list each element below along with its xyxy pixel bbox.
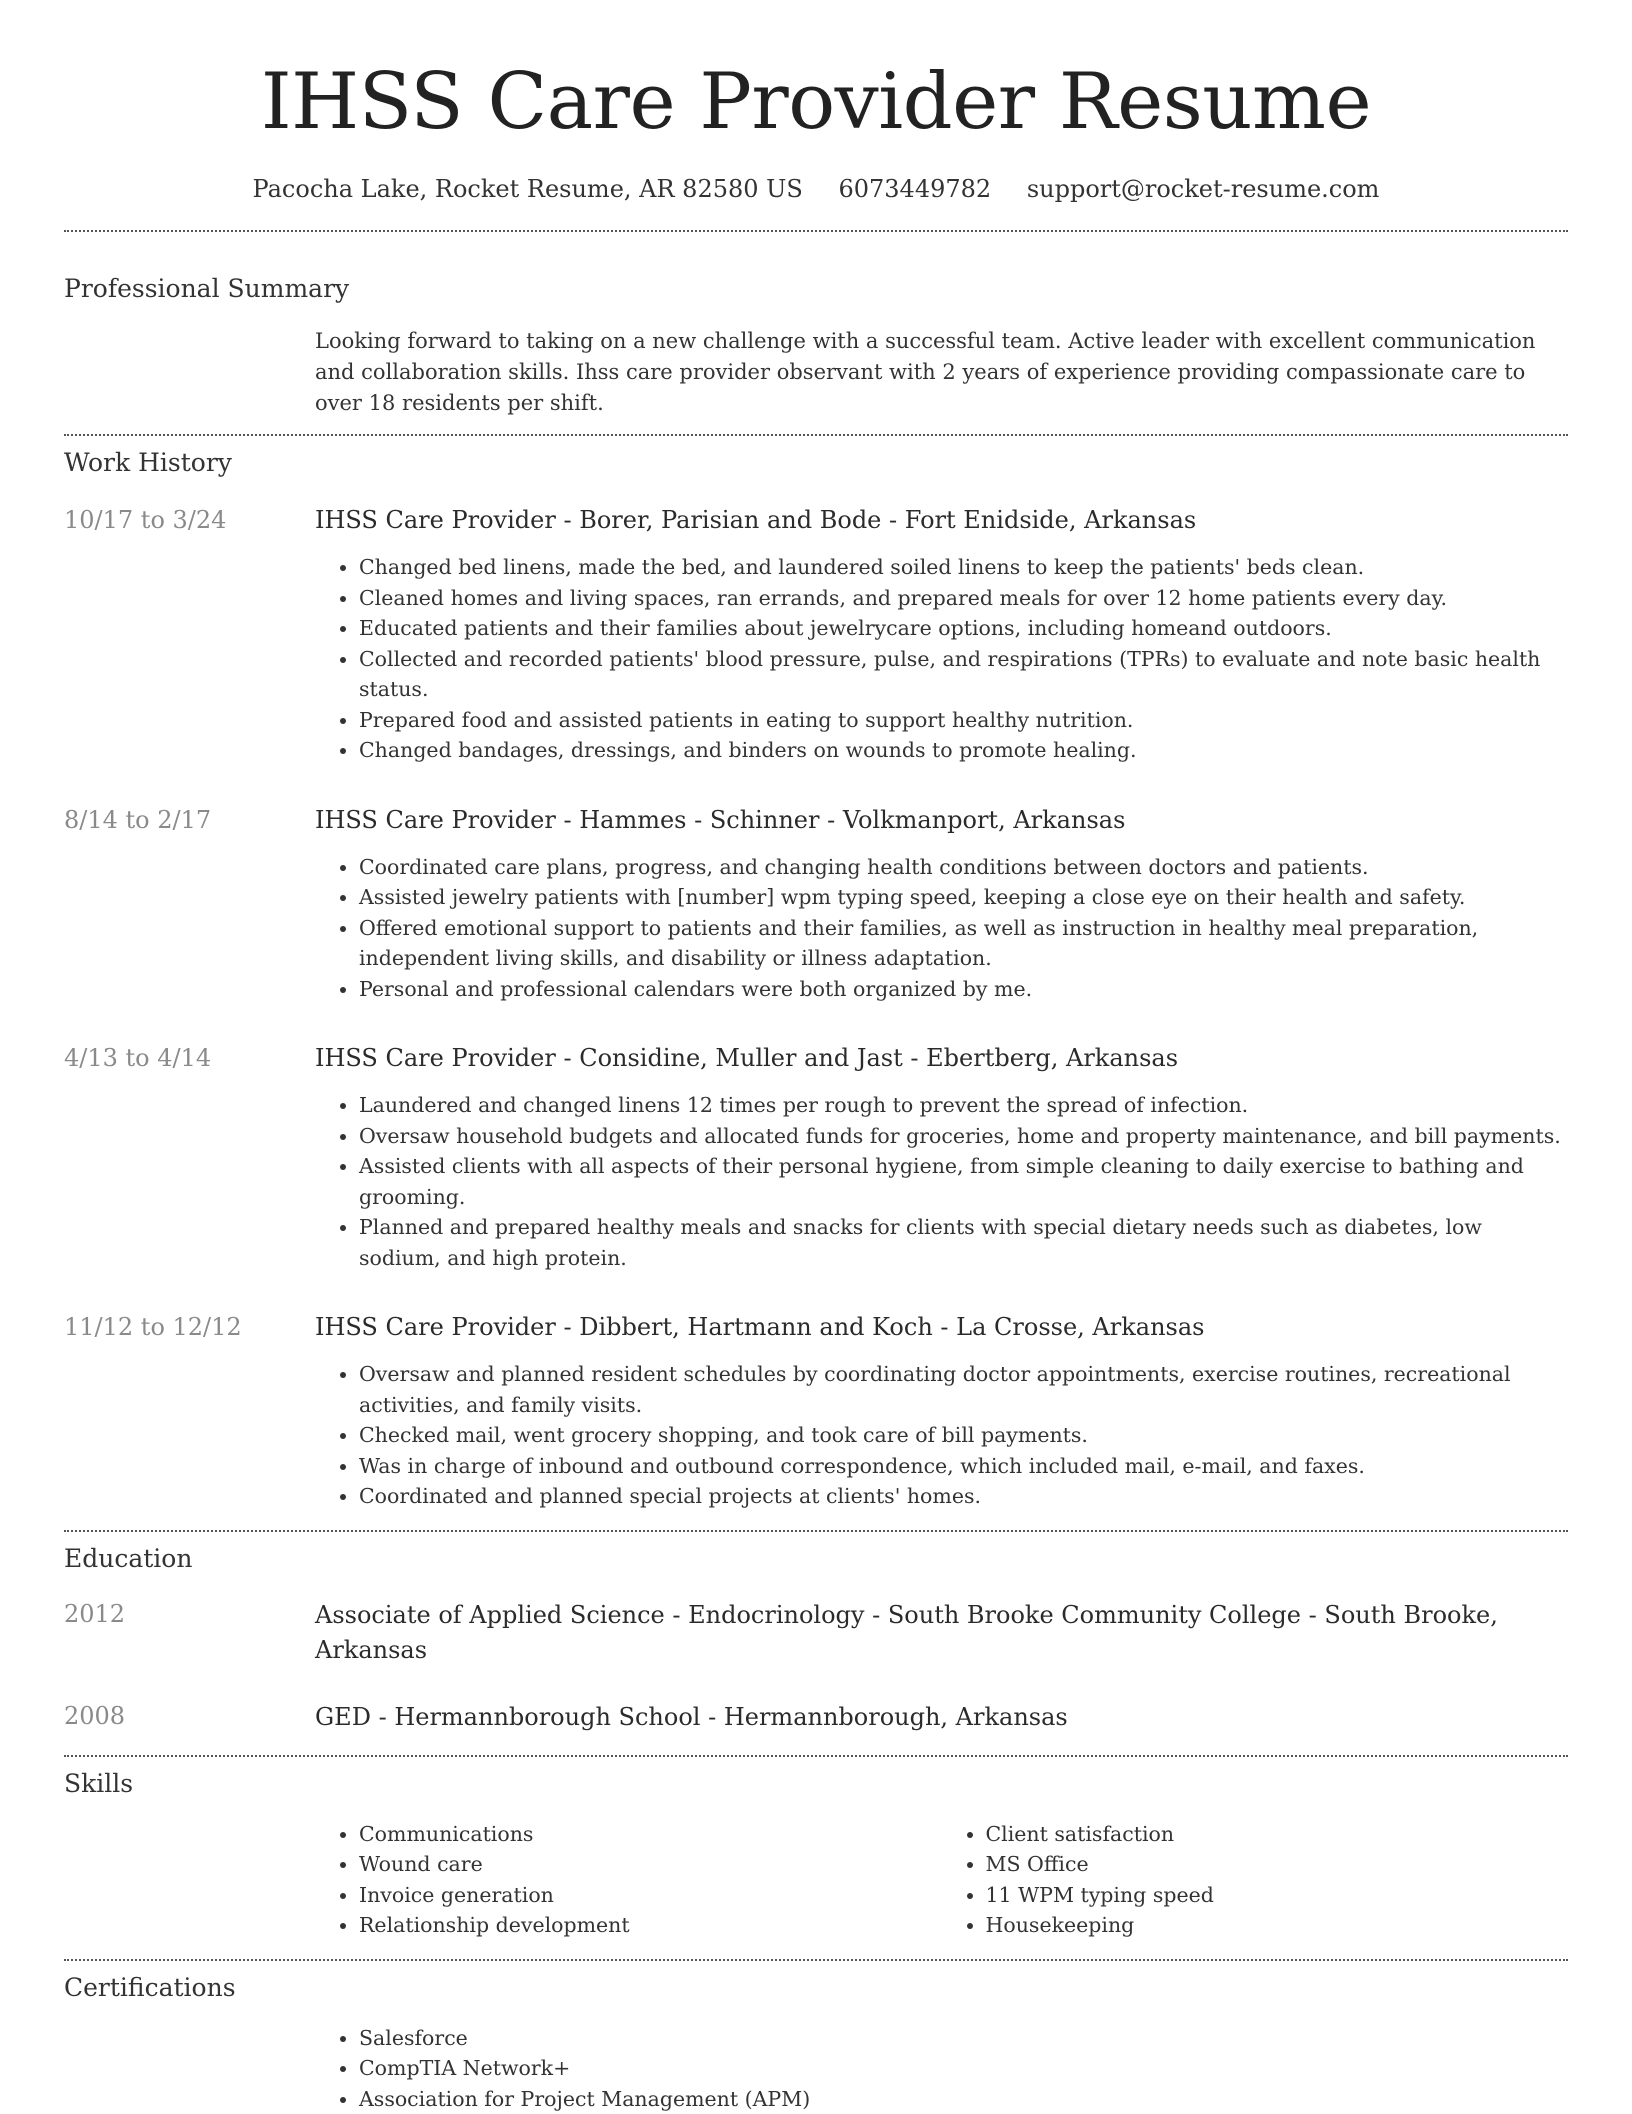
education-year: 2012 [64,1598,315,1630]
section-title-summary: Professional Summary [64,272,1568,306]
divider [64,1959,1568,1961]
job-dates: 8/14 to 2/17 [64,804,315,836]
list-item: • Educated patients and their families about jewelrycare options, including homeand outdoors. [359,613,1568,644]
certifications-section [64,1971,1568,2114]
work-history-section [64,446,1568,1512]
job-dates: 4/13 to 4/14 [64,1042,315,1074]
job-location: Fort Enidside, Arkansas [905,506,1196,534]
education-entry [64,1700,1568,1735]
education-school: Hermannborough School [394,1703,700,1731]
list-item: • Collected and recorded patients' blood pressure, pulse, and respirations (TPRs) to evaluate and note basic health status. [359,644,1568,705]
list-item: • Personal and professional calendars were both organized by me. [359,974,1568,1005]
job-bullets [315,852,1568,1005]
list-item: • Changed bed linens, made the bed, and laundered soiled linens to keep the patients' beds clean. [359,552,1568,583]
skills-list-left [315,1819,942,1941]
skill-item: • Relationship development [359,1910,942,1941]
skills-list-right [942,1819,1569,1941]
contact-phone: 6073449782 [838,175,991,203]
list-item: • Assisted clients with all aspects of their personal hygiene, from simple cleaning to daily exercise to bathing and grooming. [359,1151,1568,1212]
education-heading: Associate of Applied Science - Endocrinology - South Brooke Community College - South Brooke, Arkansas [315,1598,1568,1668]
job-role: IHSS Care Provider [315,506,556,534]
contact-line [64,172,1568,206]
skills-section [64,1767,1568,1941]
skill-item: • 11 WPM typing speed [986,1880,1569,1911]
resume-page [64,0,1568,2114]
education-degree: Associate of Applied Science [315,1601,665,1629]
list-item: • Offered emotional support to patients and their families, as well as instruction in healthy meal preparation, independent living skills, and disability or illness adaptation. [359,913,1568,974]
education-heading: GED - Hermannborough School - Hermannborough, Arkansas [315,1700,1568,1735]
education-section [64,1542,1568,1735]
list-item: • Planned and prepared healthy meals and snacks for clients with special dietary needs such as diabetes, low sodium, and high protein. [359,1212,1568,1273]
section-title-education: Education [64,1542,1568,1576]
skill-item: • Invoice generation [359,1880,942,1911]
job-entry [64,1042,1568,1273]
section-title-certifications: Certifications [64,1971,1568,2005]
job-bullets [315,552,1568,766]
skill-item: • Wound care [359,1849,942,1880]
skill-item: • Communications [359,1819,942,1850]
education-school: South Brooke Community College [888,1601,1301,1629]
job-entry [64,804,1568,1005]
skill-item: • Housekeeping [986,1910,1569,1941]
list-item: • Oversaw household budgets and allocated funds for groceries, home and property maintenance, and bill payments. [359,1121,1568,1152]
contact-address: Pacocha Lake, Rocket Resume, AR 82580 US [253,175,803,203]
certifications-list [315,2023,1568,2114]
section-title-work: Work History [64,446,1568,480]
job-location: Volkmanport, Arkansas [843,806,1126,834]
section-title-skills: Skills [64,1767,1568,1801]
contact-email: support@rocket-resume.com [1027,175,1380,203]
job-dates: 11/12 to 12/12 [64,1311,315,1343]
job-bullets [315,1090,1568,1273]
job-entry [64,1311,1568,1512]
list-item: • Coordinated care plans, progress, and changing health conditions between doctors and patients. [359,852,1568,883]
list-item: • Coordinated and planned special projects at clients' homes. [359,1481,1568,1512]
job-employer: Dibbert, Hartmann and Koch [579,1313,933,1341]
education-entry [64,1598,1568,1668]
divider [64,230,1568,232]
list-item: • Laundered and changed linens 12 times per rough to prevent the spread of infection. [359,1090,1568,1121]
education-location: South Brooke, Arkansas [315,1601,1498,1664]
job-heading: IHSS Care Provider - Dibbert, Hartmann and Koch - La Crosse, Arkansas [315,1311,1568,1343]
job-role: IHSS Care Provider [315,1044,556,1072]
job-heading: IHSS Care Provider - Considine, Muller and Jast - Ebertberg, Arkansas [315,1042,1568,1074]
skill-item: • MS Office [986,1849,1569,1880]
summary-text: Looking forward to taking on a new challenge with a successful team. Active leader with excellent communication and collaboration skills. Ihss care provider observant with 2 years of experience providing compassionate care to over 18 residents per shift. [315,326,1568,419]
job-dates: 10/17 to 3/24 [64,504,315,536]
education-field: Endocrinology [688,1601,864,1629]
job-location: Ebertberg, Arkansas [926,1044,1178,1072]
summary-section [64,272,1568,419]
job-employer: Hammes - Schinner [579,806,819,834]
education-year: 2008 [64,1700,315,1732]
page-title: IHSS Care Provider Resume [64,52,1568,152]
education-location: Hermannborough, Arkansas [724,1703,1068,1731]
job-heading: IHSS Care Provider - Borer, Parisian and Bode - Fort Enidside, Arkansas [315,504,1568,536]
list-item: • Prepared food and assisted patients in eating to support healthy nutrition. [359,705,1568,736]
certification-item: • Association for Project Management (APM) [359,2084,1568,2114]
certification-item: • Salesforce [359,2023,1568,2054]
list-item: • Assisted jewelry patients with [number] wpm typing speed, keeping a close eye on their health and safety. [359,882,1568,913]
list-item: • Was in charge of inbound and outbound correspondence, which included mail, e-mail, and faxes. [359,1451,1568,1482]
divider [64,434,1568,436]
job-entry [64,504,1568,766]
job-employer: Considine, Muller and Jast [579,1044,903,1072]
job-heading: IHSS Care Provider - Hammes - Schinner - Volkmanport, Arkansas [315,804,1568,836]
list-item: • Cleaned homes and living spaces, ran errands, and prepared meals for over 12 home patients every day. [359,583,1568,614]
job-role: IHSS Care Provider [315,1313,556,1341]
list-item: • Oversaw and planned resident schedules by coordinating doctor appointments, exercise routines, recreational activities, and family visits. [359,1359,1568,1420]
list-item: • Checked mail, went grocery shopping, and took care of bill payments. [359,1420,1568,1451]
job-employer: Borer, Parisian and Bode [579,506,881,534]
divider [64,1755,1568,1757]
job-location: La Crosse, Arkansas [956,1313,1204,1341]
job-role: IHSS Care Provider [315,806,556,834]
divider [64,1530,1568,1532]
list-item: • Changed bandages, dressings, and binders on wounds to promote healing. [359,735,1568,766]
skill-item: • Client satisfaction [986,1819,1569,1850]
certification-item: • CompTIA Network+ [359,2053,1568,2084]
education-degree: GED [315,1703,371,1731]
job-bullets [315,1359,1568,1512]
